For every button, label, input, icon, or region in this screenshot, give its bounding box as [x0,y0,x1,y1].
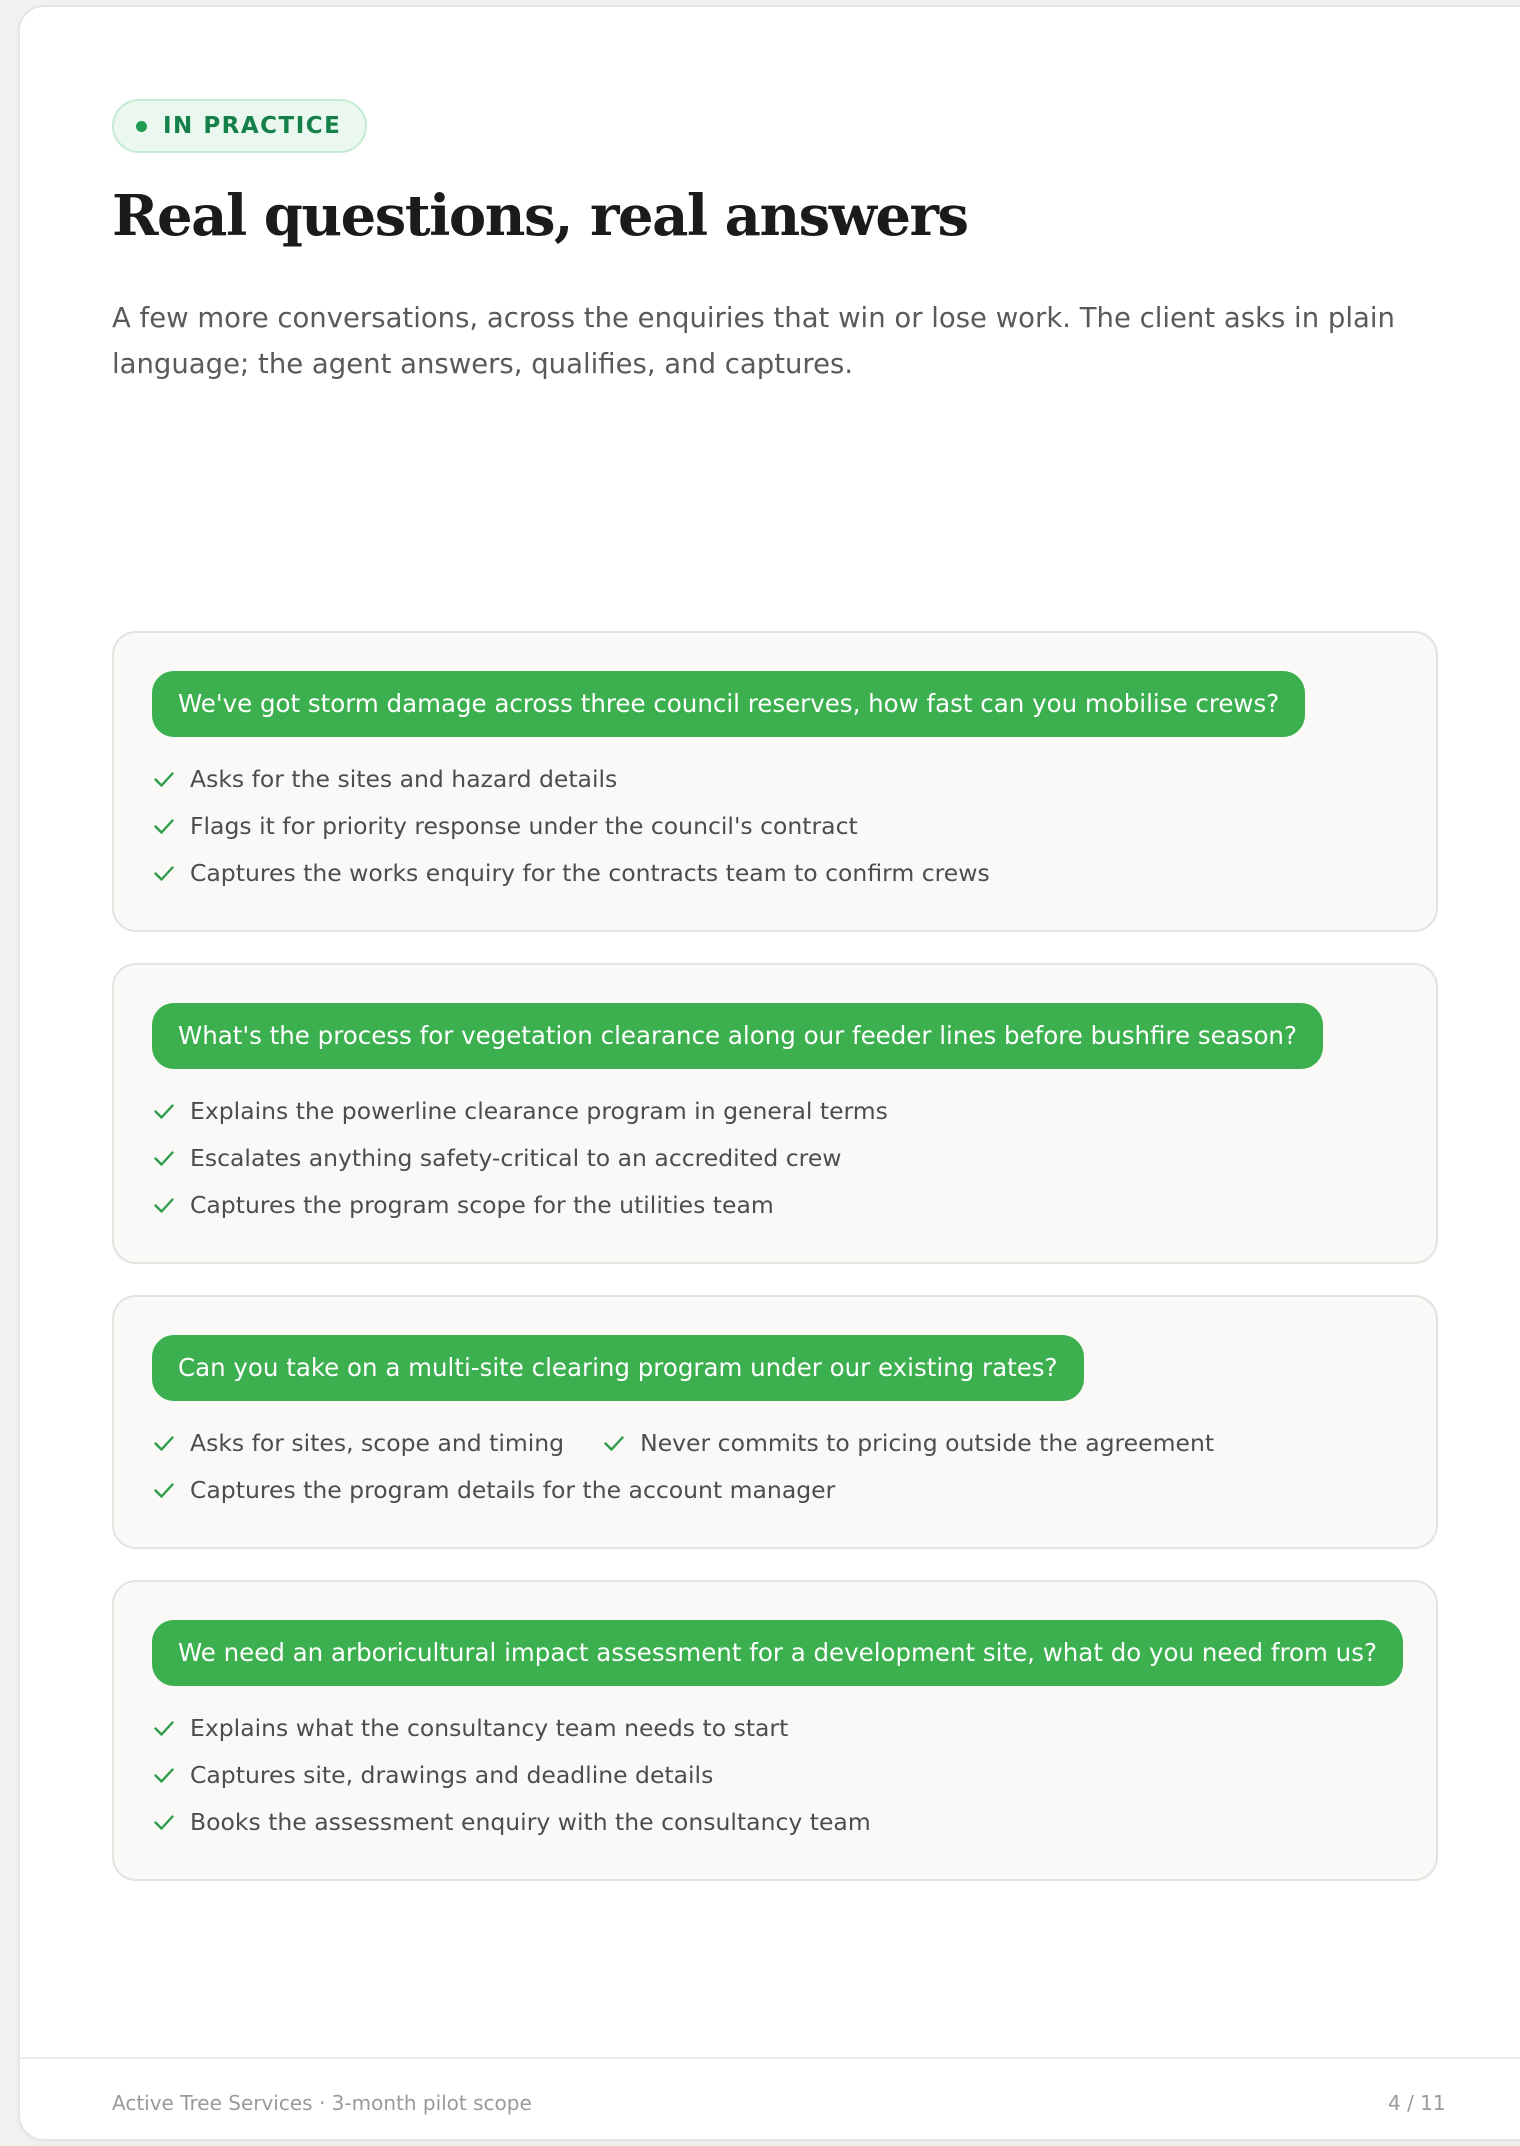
footer-divider [20,2057,1520,2059]
answer-point-text: Captures the works enquiry for the contracts team to confirm crews [190,858,990,887]
check-icon [152,1099,176,1123]
answer-points [152,1704,1398,1845]
answer-point-text: Captures the program scope for the utilities team [190,1190,774,1219]
dot-icon [136,121,147,132]
check-icon [152,1763,176,1787]
answer-point-text: Captures site, drawings and deadline details [190,1760,714,1789]
question-bubble: Can you take on a multi-site clearing program under our existing rates? [152,1335,1084,1401]
answer-point [152,1087,888,1134]
conversation-card [112,1295,1438,1549]
page-number: 4 / 11 [1388,2091,1446,2115]
answer-point [152,1181,774,1228]
check-icon [152,814,176,838]
page-title: Real questions, real answers [112,183,968,249]
answer-point [152,1751,713,1798]
answer-point-text: Escalates anything safety-critical to an accredited crew [190,1143,842,1172]
answer-point [152,1704,788,1751]
check-icon [152,1478,176,1502]
answer-point-text: Books the assessment enquiry with the consultancy team [190,1807,871,1836]
answer-point [152,849,990,896]
answer-point [602,1419,1214,1466]
answer-point [152,755,617,802]
question-bubble: We need an arboricultural impact assessment for a development site, what do you need from us? [152,1620,1403,1686]
answer-point-text: Never commits to pricing outside the agreement [640,1428,1215,1457]
conversation-card [112,1580,1438,1881]
answer-point-text: Asks for sites, scope and timing [190,1428,565,1457]
conversation-card-list [112,631,1438,1912]
answer-point [152,1466,835,1513]
eyebrow-label: IN PRACTICE [163,113,342,139]
check-icon [602,1431,626,1455]
answer-point [152,1798,871,1845]
answer-point [152,1134,842,1181]
check-icon [152,861,176,885]
question-bubble: We've got storm damage across three council reserves, how fast can you mobilise crews? [152,671,1305,737]
conversation-card [112,631,1438,932]
conversation-card [112,963,1438,1264]
section-eyebrow-badge [112,99,367,153]
check-icon [152,1810,176,1834]
answer-point-text: Asks for the sites and hazard details [190,764,618,793]
answer-point-text: Explains what the consultancy team needs to start [190,1713,789,1742]
check-icon [152,1146,176,1170]
answer-point [152,802,858,849]
check-icon [152,1431,176,1455]
answer-point-text: Captures the program details for the account manager [190,1475,836,1504]
check-icon [152,1193,176,1217]
slide-page [18,5,1520,2141]
answer-points [152,1419,1398,1513]
answer-point [152,1419,564,1466]
check-icon [152,1716,176,1740]
answer-points [152,1087,1398,1228]
check-icon [152,767,176,791]
answer-points [152,755,1398,896]
answer-point-text: Explains the powerline clearance program in general terms [190,1096,888,1125]
question-bubble: What's the process for vegetation clearance along our feeder lines before bushfire season? [152,1003,1323,1069]
footer-caption: Active Tree Services · 3-month pilot scope [112,2091,532,2115]
page-intro: A few more conversations, across the enquiries that win or lose work. The client asks in plain language; the agent answers, qualifies, and captures. [112,302,1395,380]
answer-point-text: Flags it for priority response under the council's contract [190,811,858,840]
